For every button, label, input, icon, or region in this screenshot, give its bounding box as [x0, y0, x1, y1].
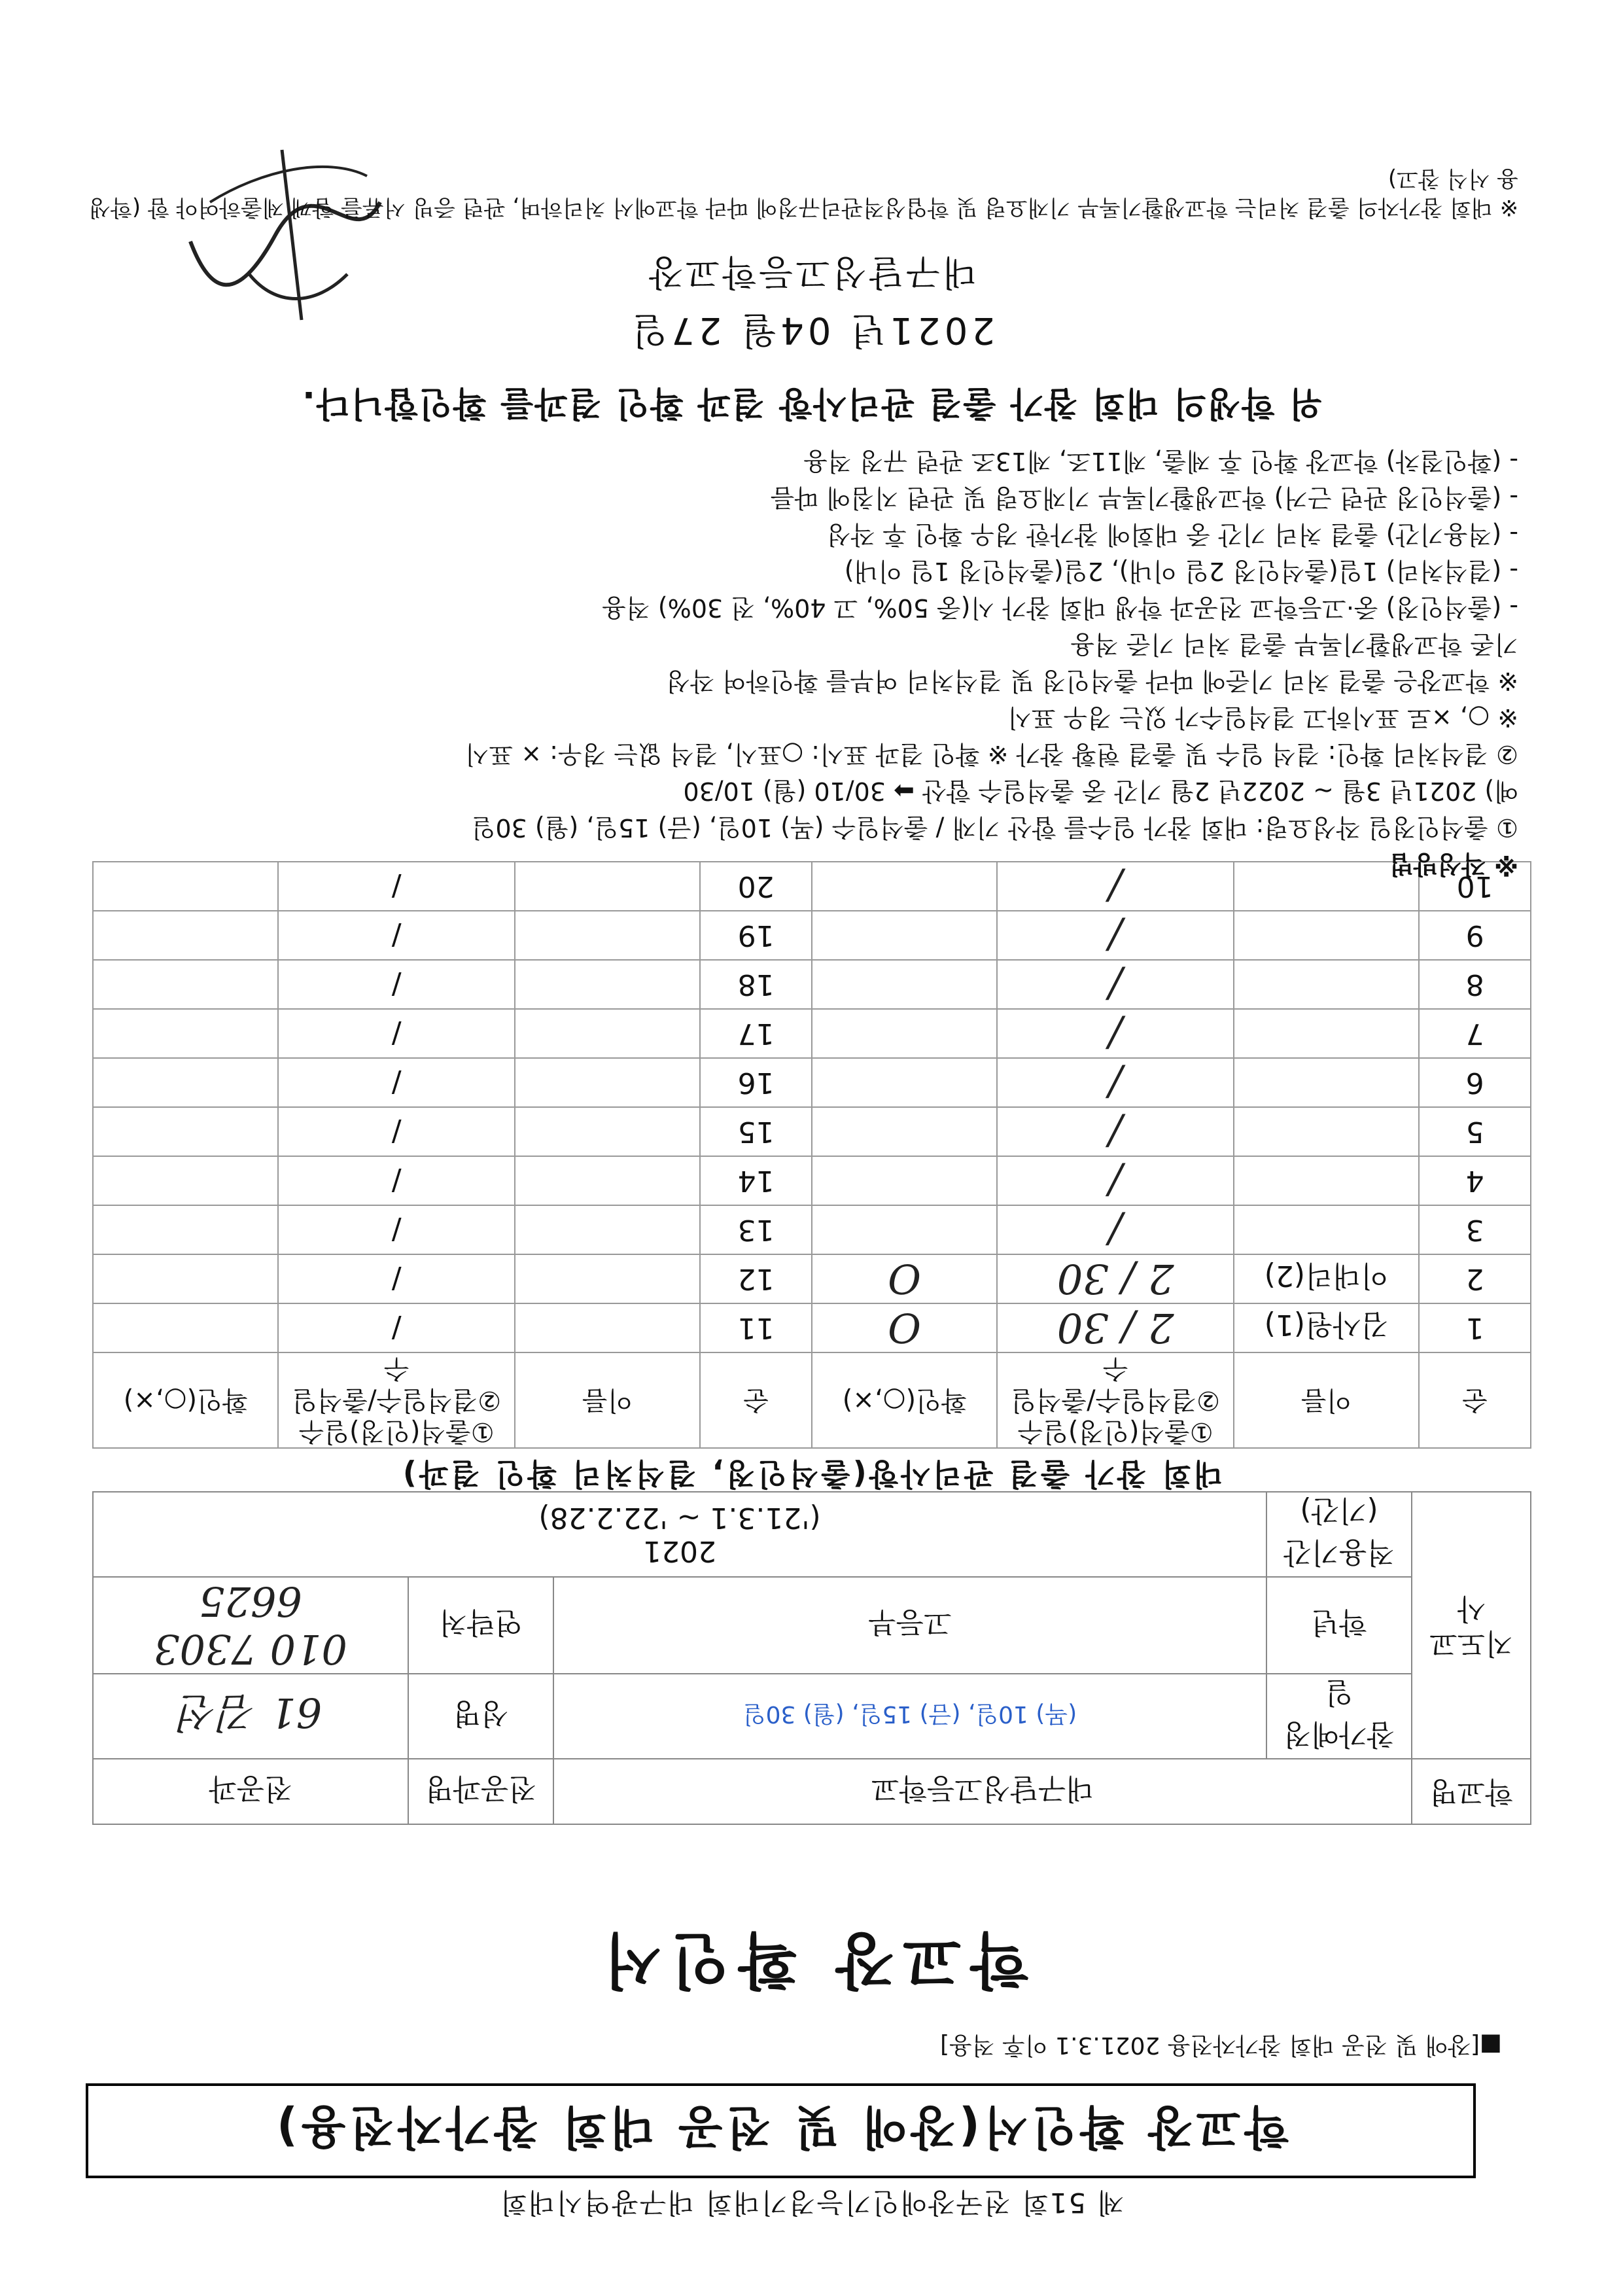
header-check: 확인(○,×): [812, 1352, 997, 1448]
school-label: 학교명: [1412, 1759, 1531, 1824]
row-no-right: 16: [700, 1058, 812, 1107]
row-check-right: [93, 1058, 278, 1107]
note-line: - (적용기간) 출결 처리 기간 중 대회에 참가한 경우 확인 후 작성: [826, 520, 1518, 549]
row-no-right: 15: [700, 1107, 812, 1156]
table-row: [93, 1254, 1531, 1303]
row-no: 7: [1419, 1009, 1531, 1058]
table-row: [93, 960, 1531, 1009]
row-no-right: 19: [700, 911, 812, 960]
table-row: [93, 1303, 1531, 1352]
grade-label: 학년: [1266, 1577, 1412, 1674]
row-check: O: [812, 1303, 997, 1352]
note-line: - (출석인정 관련 근거) 학교생활기록부 기재요령 및 관련 지침에 따름: [770, 484, 1518, 512]
period-year: 2021: [643, 1534, 716, 1568]
name-value: 61 김선: [93, 1674, 408, 1759]
issue-date: 2021년 04월 27일: [628, 309, 995, 351]
row-no: 8: [1419, 960, 1531, 1009]
row-name: [1234, 1058, 1419, 1107]
applicability-note: ■[장애 및 전공 대회 참가자전용 2021.3.1 이후 적용]: [940, 2032, 1502, 2058]
period-label: 적용기간 (기간): [1266, 1492, 1412, 1577]
note-line: 예) 2021년 3월 ~ 2022년 2월 기간 중 출석일수 합산 ➡ 30/10 (월) 10/30: [683, 777, 1518, 805]
row-name-right: [515, 1156, 700, 1205]
row-check: O: [812, 1254, 997, 1303]
row-no: 1: [1419, 1303, 1531, 1352]
attendance-section-title: 대회 참가 출결 관리사항(출석인정, 결석처리 확인 결과): [400, 1457, 1223, 1492]
row-name: 이대리(2): [1234, 1254, 1419, 1303]
row-name-right: [515, 1303, 700, 1352]
row-days-right: /: [278, 1254, 515, 1303]
row-check-right: [93, 1107, 278, 1156]
name-label: 성명: [408, 1674, 553, 1759]
header-days: ①출석(인정)일수 ②결석일수/출석일수: [997, 1352, 1234, 1448]
row-check: [812, 960, 997, 1009]
table-row: [93, 1107, 1531, 1156]
row-no: 9: [1419, 911, 1531, 960]
row-check-right: [93, 1205, 278, 1254]
note-line: - (확인절차) 학교장 확인 후 제출, 제11조, 제13조 관련 규정 적용: [803, 447, 1518, 476]
row-days: 2 / 30: [997, 1303, 1234, 1352]
course-value: 전공과: [93, 1759, 408, 1824]
table-row: [93, 1009, 1531, 1058]
row-check-right: [93, 911, 278, 960]
row-days-right: /: [278, 1205, 515, 1254]
row-name: [1234, 1205, 1419, 1254]
note-line: ※ ○, ×로 표시하고 결석일수가 있는 경우 표시: [1007, 703, 1518, 732]
row-days-right: /: [278, 1107, 515, 1156]
row-name-right: [515, 1009, 700, 1058]
form-title-box: [86, 2083, 1476, 2178]
row-days-right: /: [278, 911, 515, 960]
row-name: [1234, 1107, 1419, 1156]
row-no-right: 20: [700, 862, 812, 911]
row-name-right: [515, 1254, 700, 1303]
header-check-right: 확인(○,×): [93, 1352, 278, 1448]
row-days-right: /: [278, 960, 515, 1009]
row-no: 2: [1419, 1254, 1531, 1303]
row-days: /: [997, 1009, 1234, 1058]
row-no: 6: [1419, 1058, 1531, 1107]
row-days-right: /: [278, 1303, 515, 1352]
row-days-right: /: [278, 1058, 515, 1107]
phone-label: 연락처: [408, 1577, 553, 1674]
row-check: [812, 1058, 997, 1107]
table-row: [93, 1058, 1531, 1107]
grade-value: 고등부: [553, 1577, 1266, 1674]
document-title: 학교장 확인서: [594, 1925, 1029, 1995]
row-days: 2 / 30: [997, 1254, 1234, 1303]
row-days: /: [997, 862, 1234, 911]
row-check: [812, 1107, 997, 1156]
row-days: /: [997, 911, 1234, 960]
row-name: [1234, 960, 1419, 1009]
attendance-header-row: [93, 1352, 1531, 1448]
row-check: [812, 1205, 997, 1254]
row-check-right: [93, 960, 278, 1009]
info-table: [92, 1491, 1531, 1825]
teacher-label: 지도교사: [1412, 1492, 1531, 1759]
row-days: /: [997, 1058, 1234, 1107]
period-value: [93, 1492, 1266, 1577]
row-name-right: [515, 1058, 700, 1107]
row-check: [812, 911, 997, 960]
row-check-right: [93, 1009, 278, 1058]
note-line: ① 출석인정일 작성요령: 대회 참가 일수를 합산 기재 / 출석일수 (목) 10일, (금) 15일, (월) 30일: [471, 813, 1518, 842]
confirmation-statement: 위 학생의 대회 참가 출결 관리사항 결과 확인 결과를 확인합니다.: [301, 383, 1322, 423]
note-line: ※ 학교장은 출결 처리 기준에 따라 출석인정 및 결석처리 여부를 확인하여 작성: [666, 667, 1518, 696]
row-name: 김사원(1): [1234, 1303, 1419, 1352]
row-days: /: [997, 1205, 1234, 1254]
form-title: 학교장 확인서(장애 및 전공 대회 참가자전용): [273, 2100, 1289, 2154]
row-no-right: 17: [700, 1009, 812, 1058]
header-name-right: 이름: [515, 1352, 700, 1448]
row-no-right: 18: [700, 960, 812, 1009]
row-check: [812, 1009, 997, 1058]
row-check-right: [93, 1156, 278, 1205]
row-check-right: [93, 1254, 278, 1303]
row-check: [812, 1156, 997, 1205]
table-row: [93, 1156, 1531, 1205]
course-label: 전공과명: [408, 1759, 553, 1824]
notes-heading: ※ 작성방법: [1389, 850, 1518, 879]
row-days-right: /: [278, 862, 515, 911]
table-row: [93, 1205, 1531, 1254]
date-label: 참가예정일: [1266, 1674, 1412, 1759]
note-line: 기존 학교생활기록부 출결 처리 기준 적용: [1070, 630, 1518, 659]
header-name: 이름: [1234, 1352, 1419, 1448]
row-no: 3: [1419, 1205, 1531, 1254]
row-days-right: /: [278, 1009, 515, 1058]
row-days-right: /: [278, 1156, 515, 1205]
row-name-right: [515, 911, 700, 960]
row-days: /: [997, 1156, 1234, 1205]
row-no-right: 12: [700, 1254, 812, 1303]
school-value: 대구달성고등학교: [553, 1759, 1412, 1824]
row-name: [1234, 1009, 1419, 1058]
row-no-right: 11: [700, 1303, 812, 1352]
table-row: [93, 911, 1531, 960]
row-name: [1234, 911, 1419, 960]
row-days: /: [997, 960, 1234, 1009]
event-caption: 제 51회 전국장애인기능경기대회 대구광역시대회: [499, 2187, 1124, 2219]
row-name-right: [515, 960, 700, 1009]
row-name: [1234, 1156, 1419, 1205]
note-line: - (결석처리) 1일(출석인정 2일 이내), 2일(출석인정 1일 이내): [844, 557, 1518, 586]
row-name-right: [515, 1107, 700, 1156]
attendance-table: [92, 861, 1531, 1449]
row-no: 5: [1419, 1107, 1531, 1156]
school-principal: 대구달성고등학교장: [646, 252, 977, 293]
phone-value: 010 7303 6625: [93, 1577, 408, 1674]
header-days-right: ①출석(인정)일수 ②결석일수/출석일수: [278, 1352, 515, 1448]
row-check-right: [93, 1303, 278, 1352]
header-no: 순: [1419, 1352, 1531, 1448]
row-no: 10: [1419, 862, 1531, 911]
header-no-right: 순: [700, 1352, 812, 1448]
row-days: /: [997, 1107, 1234, 1156]
row-no-right: 14: [700, 1156, 812, 1205]
date-value: (목) 10일, (금) 15일, (월) 30일: [553, 1674, 1266, 1759]
notes: [92, 443, 1518, 883]
row-name-right: [515, 1205, 700, 1254]
period-range: ('21.3.1 ~ '22.2.28): [538, 1501, 821, 1534]
row-no-right: 13: [700, 1205, 812, 1254]
note-line: ② 결석처리 확인: 결석 일수 및 출결 현황 참가 ※ 확인 결과 표시: ○표시, 결석 없는 경우: × 표시: [464, 740, 1518, 769]
bottom-note: ※ 대회 참가자의 출결 처리는 학교생활기록부 기재요령 및 학업성적관리규정에 따라 학교에서 처리하며, 관련 증빙 서류를 함께 제출하여야 함 (학생용 서식 참고): [89, 166, 1518, 221]
note-line: - (출석인정) 중·고등학교 전공과 학생 대회 참가 시(중 50%, 고 40%, 전 30%) 적용: [602, 593, 1518, 622]
row-no: 4: [1419, 1156, 1531, 1205]
